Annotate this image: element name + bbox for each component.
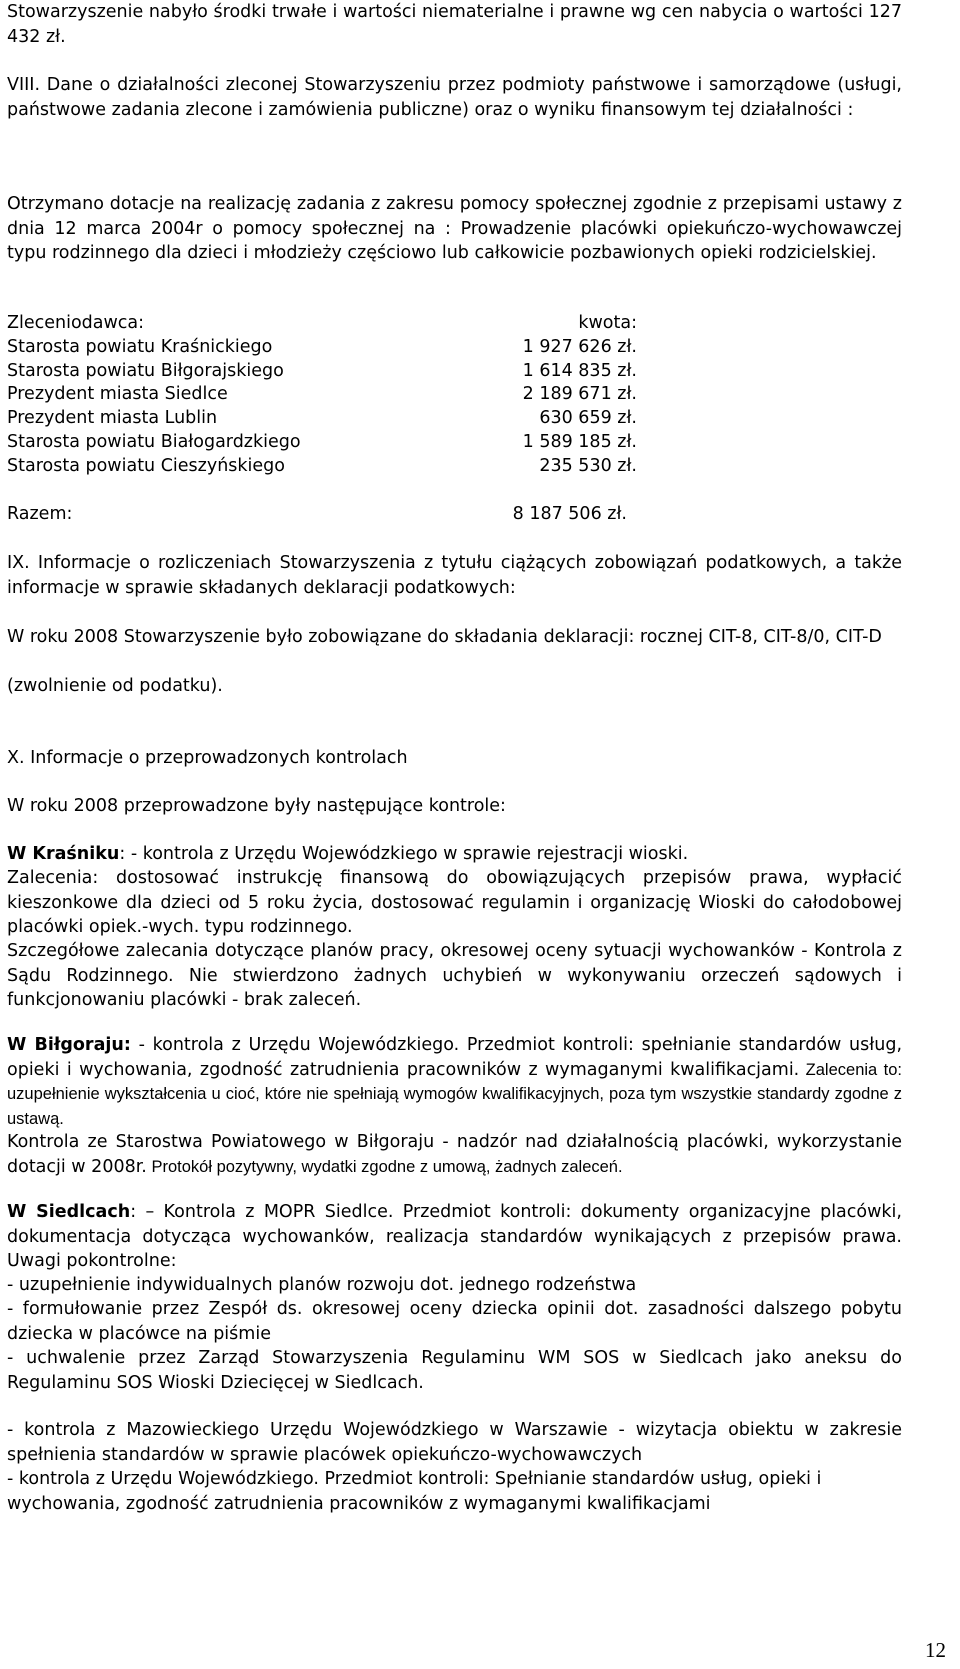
table-row — [7, 336, 902, 360]
table-total-row — [7, 503, 902, 527]
table-row — [7, 431, 902, 455]
section-vii-tail: Stowarzyszenie nabyło środki trwałe i wartości niematerialne i prawne wg cen nabycia o wartości 127 432 zł. — [7, 2, 902, 47]
client-name: Starosta powiatu Kraśnickiego — [7, 336, 273, 357]
client-name: Starosta powiatu Białogardzkiego — [7, 431, 301, 452]
client-name: Starosta powiatu Biłgorajskiego — [7, 360, 284, 381]
table-row — [7, 360, 902, 384]
list-item: - kontrola z Urzędu Wojewódzkiego. Przedmiot kontroli: Spełnianie standardów usług, opieki i wychowania, zgodność zatrudnienia pracowników z wymaganymi kwalifikacjami — [7, 1469, 822, 1514]
bilgoraj-starostwo — [7, 1130, 902, 1179]
table-row — [7, 383, 902, 407]
client-name: Prezydent miasta Lublin — [7, 408, 218, 429]
grants-table-header — [7, 312, 902, 336]
bilgoraj-paragraph — [7, 1033, 902, 1131]
section-viii-heading: VIII. Dane o działalności zleconej Stowarzyszeniu przez podmioty państwowe i samorządowe (usługi, państwowe zadania zlecone i zamówienia publiczne) oraz o wyniku finansowym tej działalności : — [7, 75, 902, 120]
grant-amount: 1 927 626 zł. — [522, 336, 637, 357]
list-item: - kontrola z Mazowieckiego Urzędu Wojewódzkiego w Warszawie - wizytacja obiektu w zakresie spełnienia standardów w sprawie placówek opiekuńczo-wychowawczych — [7, 1420, 902, 1465]
section-x-intro: W roku 2008 przeprowadzone były następujące kontrole: — [7, 796, 506, 816]
grant-amount: 1 614 835 zł. — [522, 360, 637, 381]
client-name: Starosta powiatu Cieszyńskiego — [7, 455, 286, 476]
krasnik-detailed: Szczegółowe zalecania dotyczące planów pracy, okresowej oceny sytuacji wychowanków - Kontrola z Sądu Rodzinnego. Nie stwierdzono żadnych uchybień w wykonywaniu orzeczeń sądowych i funkcjonowaniu placówki - brak zaleceń. — [7, 941, 902, 1010]
total-amount: 8 187 506 zł. — [512, 503, 627, 524]
section-ix-note: (zwolnienie od podatku). — [7, 676, 223, 696]
list-item: - formułowanie przez Zespół ds. okresowej oceny dziecka opinii dot. zasadności dalszego pobytu dziecka w placówce na piśmie — [7, 1299, 902, 1344]
krasnik-text: : - kontrola z Urzędu Wojewódzkiego w sprawie rejestracji wioski. — [119, 844, 689, 864]
bilgoraj-recommendations: Zalecenia to: uzupełnienie wykształcenia u cioć, które nie spełniają wymogów kwalifikacyjnych, poza tym wszystkie standardy zgodne z ustawą. — [7, 1060, 902, 1128]
table-row — [7, 455, 902, 479]
grant-amount: 235 530 zł. — [539, 455, 637, 476]
list-item: - uzupełnienie indywidualnych planów rozwoju dot. jednego rodzeństwa — [7, 1275, 637, 1295]
client-name: Prezydent miasta Siedlce — [7, 384, 228, 405]
siedlce-text: : – Kontrola z MOPR Siedlce. Przedmiot kontroli: dokumenty organizacyjne placówki, dokumentacja dotycząca wychowanków, realizacja standardów wynikających z przepisów prawa. Uwagi pokontrolne: — [7, 1202, 902, 1271]
bilgoraj-text: - kontrola z Urzędu Wojewódzkiego. Przedmiot kontroli: spełnianie standardów usług, opieki i wychowania, zgodność zatrudnienia pracowników z wymaganymi kwalifikacjami. — [7, 1035, 903, 1080]
section-viii-intro: Otrzymano dotacje na realizację zadania z zakresu pomocy społecznej zgodnie z przepisami ustawy z dnia 12 marca 2004r o pomocy społecznej na : Prowadzenie placówki opiekuńczo-wychowawczej typu rodzinnego dla dzieci i młodzieży częściowo lub całkowicie pozbawionych opieki rodzicielskiej. — [7, 194, 902, 263]
krasnik-label: W Kraśniku — [7, 844, 120, 864]
grant-amount: 630 659 zł. — [539, 408, 637, 429]
col-amount-header: kwota: — [578, 313, 637, 333]
section-ix-heading: IX. Informacje o rozliczeniach Stowarzyszenia z tytułu ciążących zobowiązań podatkowych, a także informacje w sprawie składanych deklaracji podatkowych: — [7, 553, 902, 598]
grants-table — [7, 312, 902, 526]
table-row — [7, 407, 902, 431]
total-label: Razem: — [7, 503, 73, 524]
list-item: - uchwalenie przez Zarząd Stowarzyszenia Regulaminu WM SOS w Siedlcach jako aneksu do Regulaminu SOS Wioski Dziecięcej w Siedlcach. — [7, 1348, 902, 1393]
bilgoraj-starostwo-result: Protokół pozytywny, wydatki zgodne z umową, żadnych zaleceń. — [146, 1157, 623, 1176]
siedlce-paragraph — [7, 1200, 902, 1274]
krasnik-paragraph — [7, 842, 902, 867]
bilgoraj-starostwo-text: Kontrola ze Starostwa Powiatowego w Biłgoraju - nadzór nad działalnością placówki, wykorzystanie dotacji w 2008r. — [7, 1132, 902, 1177]
col-client-header: Zleceniodawca: — [7, 313, 145, 333]
page-number: 12 — [925, 1638, 946, 1662]
bilgoraj-label: W Biłgoraju: — [7, 1035, 131, 1055]
krasnik-recommendations: Zalecenia: dostosować instrukcję finansową do obowiązujących przepisów prawa, wypłacić kieszonkowe dla dzieci od 5 roku życia, dostosować regulamin i organizację Wioski do całodobowej placówki opiek.-wych. typu rodzinnego. — [7, 868, 902, 937]
section-ix-body: W roku 2008 Stowarzyszenie było zobowiązane do składania deklaracji: rocznej CIT-8, CIT-8/0, CIT-D — [7, 627, 882, 647]
grant-amount: 2 189 671 zł. — [522, 384, 637, 405]
siedlce-label: W Siedlcach — [7, 1202, 131, 1222]
section-x-heading: X. Informacje o przeprowadzonych kontrolach — [7, 748, 408, 768]
grant-amount: 1 589 185 zł. — [522, 431, 637, 452]
